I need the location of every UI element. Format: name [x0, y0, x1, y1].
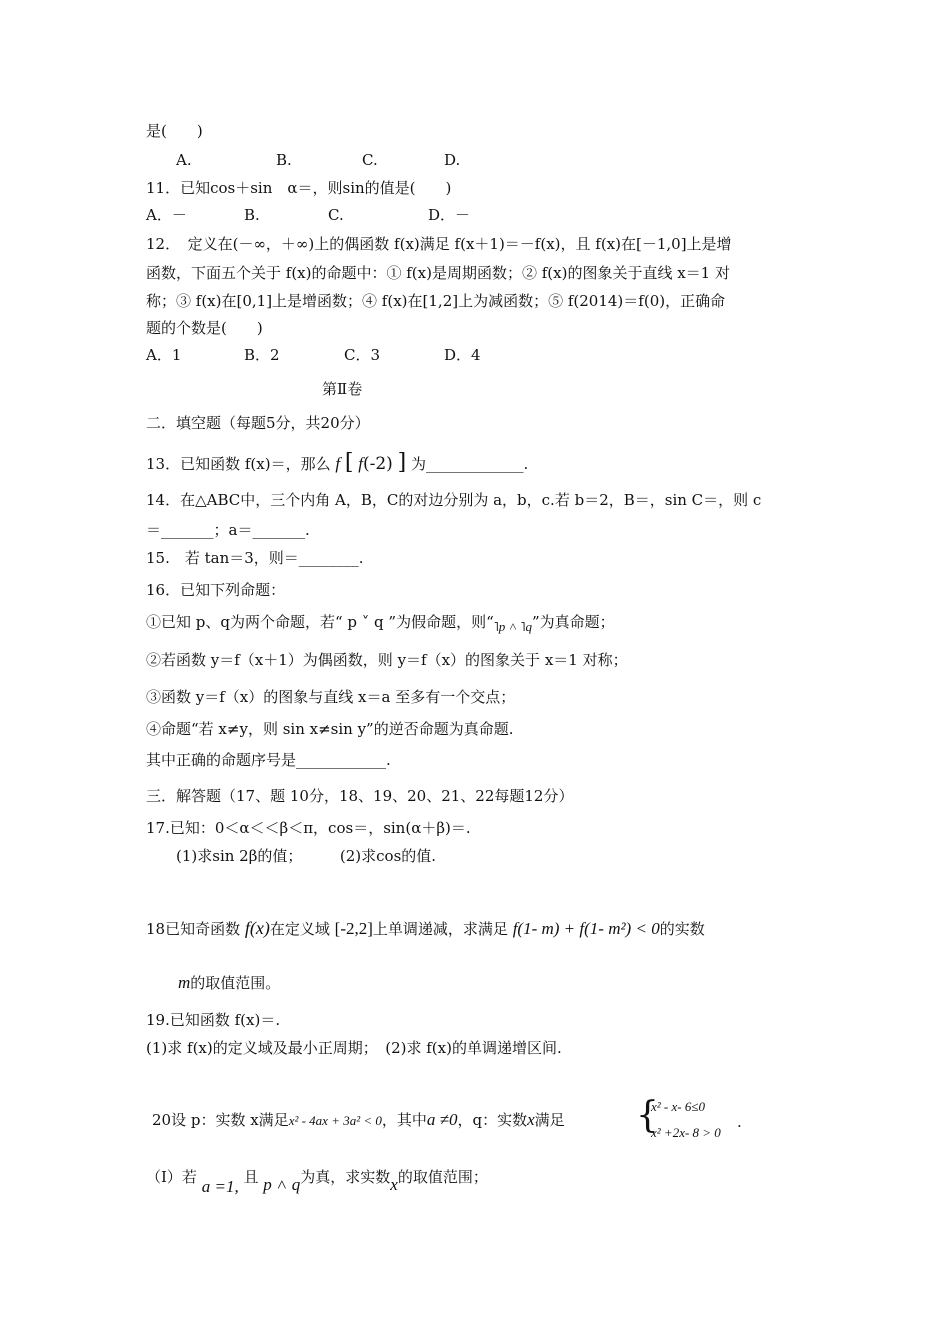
q18-text: 18已知奇函数: [146, 920, 241, 938]
option-b: B．2: [244, 346, 280, 364]
question-17-subparts: (1)求sin 2β的值； (2)求cos的值.: [176, 847, 437, 865]
question-17: 17.已知：0＜α＜＜β＜π，cos＝，sin(α＋β)＝.: [146, 819, 471, 837]
question-13: [146, 450, 529, 475]
question-18-line-2: [178, 973, 280, 993]
q20-condition: a ≠0: [426, 1110, 458, 1129]
question-19: 19.已知函数 f(x)＝.: [146, 1011, 281, 1029]
q20i-text-2: 且: [243, 1168, 259, 1186]
question-12-line-2: 函数，下面五个关于 f(x)的命题中：① f(x)是周期函数；② f(x)的图象关于直线 x＝1 对: [146, 264, 730, 282]
q18-inequality: f(1- m) + f(1- m²) < 0: [512, 919, 660, 938]
option-c: C．3: [344, 346, 381, 364]
q13-inner-f: f: [358, 454, 363, 473]
q20-x: x: [527, 1110, 535, 1129]
q18-text-3: 上单调递减，求满足: [372, 920, 508, 938]
question-12-line-1: 12． 定义在(－∞，＋∞)上的偶函数 f(x)满足 f(x＋1)＝－f(x)，且 f(x)在[－1,0]上是增: [146, 235, 732, 253]
q18-text-5: 的取值范围。: [190, 974, 281, 992]
question-12-line-3: 称；③ f(x)在[0,1]上是增函数；④ f(x)在[1,2]上为减函数；⑤ f(2014)＝f(0)，正确命: [146, 292, 726, 310]
proposition-1: [146, 612, 615, 633]
question-20-part-1: [146, 1162, 488, 1196]
system-brace: {: [636, 1095, 659, 1136]
q20-text-4: 满足: [534, 1111, 565, 1129]
section-fill-header: 二．填空题（每题5分，共20分）: [146, 414, 370, 432]
question-16-answer: 其中正确的命题序号是____________.: [146, 751, 391, 769]
option-c: C.: [328, 206, 344, 224]
option-d: D．－: [428, 206, 471, 224]
q20i-text-4: 的取值范围；: [397, 1168, 488, 1186]
option-d: D．4: [444, 346, 481, 364]
q20i-x: x: [390, 1175, 398, 1194]
option-b: B.: [244, 206, 260, 224]
q20i-text-3: 为真，求实数: [300, 1168, 391, 1186]
question-12-options: [146, 345, 546, 365]
q13-right-bracket: ]: [397, 450, 407, 475]
question-18: [146, 914, 705, 943]
q18-text-4: 的实数: [659, 920, 705, 938]
proposition-3: ③函数 y＝f（x）的图象与直线 x＝a 至多有一个交点；: [146, 688, 516, 706]
proposition-1-tail: ”为真命题；: [532, 613, 615, 631]
q18-text-2: 在定义域: [269, 920, 330, 938]
q20-text: 20设 p：实数 x满足: [152, 1111, 289, 1129]
question-14-line-1: 14．在△ABC中，三个内角 A，B，C的对边分别为 a，b，c.若 b＝2，B＝，sin C＝，则 c: [146, 491, 762, 509]
q18-m: m: [178, 973, 191, 992]
part-two-title: 第Ⅱ卷: [322, 380, 363, 398]
q20-text-2: ，其中: [381, 1111, 427, 1129]
question-10-tail: 是( ): [146, 122, 203, 140]
q18-function: f(x): [244, 918, 270, 938]
option-a: A．1: [146, 346, 182, 364]
option-d: D.: [444, 151, 461, 169]
q18-domain: [-2,2]: [334, 919, 373, 938]
q13-argument: (-2): [362, 454, 393, 474]
option-a: A．－: [146, 206, 187, 224]
q13-f: f: [335, 454, 341, 473]
question-11: 11．已知cos＋sin α＝，则sin的值是( ): [146, 179, 452, 197]
proposition-1-text: ①已知 p、q为两个命题，若“ p ˅ q ”为假命题，则“: [146, 613, 494, 631]
question-10-options: [176, 150, 576, 170]
q13-left-bracket: [: [344, 450, 354, 475]
q20i-text: （Ⅰ）若: [146, 1168, 197, 1186]
q20-system-line-1: x² - x- 6≤0: [651, 1099, 705, 1114]
question-19-subparts: (1)求 f(x)的定义域及最小正周期； (2)求 f(x)的单调递增区间.: [146, 1039, 562, 1057]
q20-period: .: [737, 1113, 742, 1131]
question-20: [152, 1110, 565, 1131]
question-11-options: [146, 205, 546, 225]
question-16: 16．已知下列命题：: [146, 581, 286, 599]
question-14-line-2: ＝_______；a＝_______.: [146, 521, 310, 539]
q20i-a-value: a =1,: [201, 1177, 239, 1196]
question-15: 15. 若 tan＝3，则＝________.: [146, 549, 364, 567]
q20-system-line-2: x² +2x- 8 > 0: [651, 1125, 721, 1140]
option-b: B.: [276, 151, 292, 169]
proposition-2: ②若函数 y＝f（x＋1）为偶函数，则 y＝f（x）的图象关于 x＝1 对称；: [146, 651, 628, 669]
question-12-line-4: 题的个数是( ): [146, 319, 263, 337]
q13-text: 13．已知函数 f(x)＝，那么: [146, 455, 331, 473]
proposition-1-expression: ˥p ˄ ˥q: [493, 619, 532, 634]
q13-blank: 为_____________.: [410, 455, 529, 473]
section-solve-header: 三．解答题（17、题 10分，18、19、20、21、22每题12分）: [146, 787, 574, 805]
option-c: C.: [362, 151, 378, 169]
proposition-4: ④命题“若 x≠y，则 sin x≠sin y”的逆否命题为真命题.: [146, 720, 514, 738]
q20i-p-and-q: p ˄ q: [263, 1175, 301, 1194]
q20-text-3: ，q：实数: [457, 1111, 528, 1129]
q20-p-inequality: x² - 4ax + 3a² < 0: [288, 1113, 382, 1128]
option-a: A.: [176, 151, 192, 169]
